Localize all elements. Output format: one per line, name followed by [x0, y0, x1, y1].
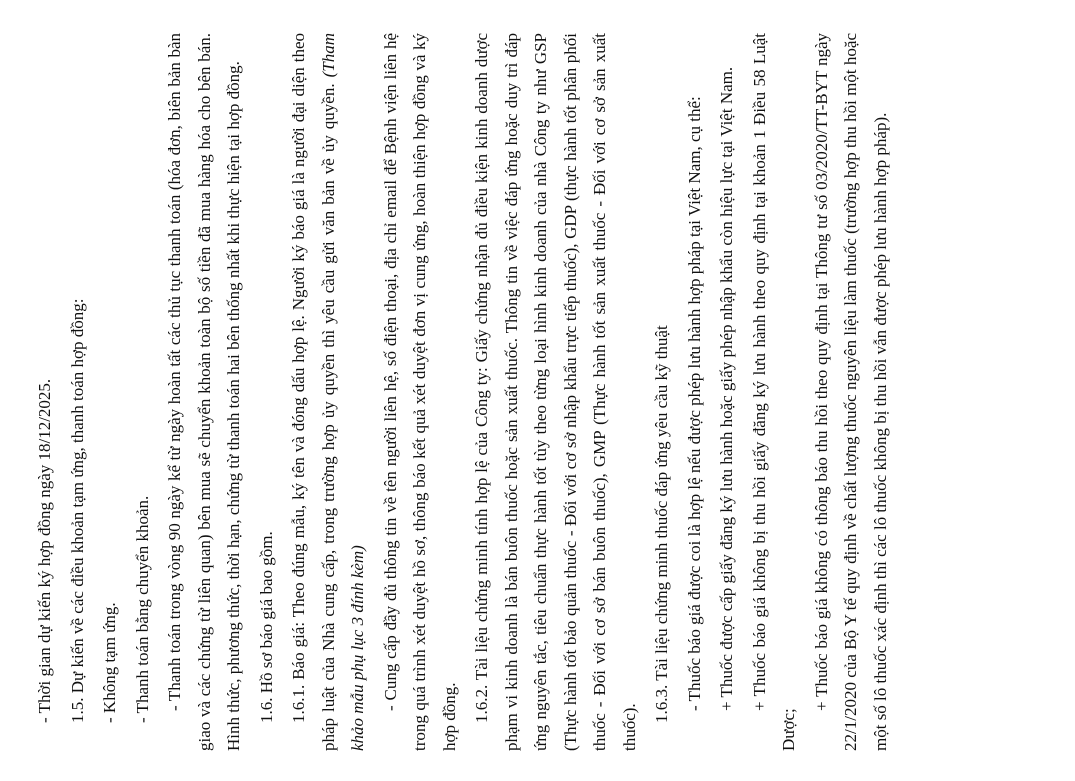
- paragraph-valid-quote: - Thuốc báo giá được coi là hợp lệ nếu được phép lưu hành hợp pháp tại Việt Nam, cụ thể:: [684, 96, 704, 711]
- paragraph-section-1-6-1-text: 1.6.1. Báo giá: Theo đúng mẫu, ký tên và đóng dấu hợp lệ. Người ký báo giá là người đại diện theo pháp luật của Nhà cung cấp, trong trường hợp ủy quyền thì yêu cầu gửi văn bản về ủy quyền.: [289, 33, 338, 751]
- paragraph-payment-terms: - Thanh toán trong vòng 90 ngày kể từ ngày hoàn tất các thủ tục thanh toán (hóa đơn, biên bản bàn giao và các chứng từ liên quan) bên mua sẽ chuyển khoản toàn bộ số tiền đã mua hàng hóa cho bên bán. Hình thức, phương thức, thời hạn, chứng từ thanh toán hai bên thống nhất khi thực hiện tại hợp đồng.: [165, 33, 243, 751]
- paragraph-section-1-6-1: [284, 33, 373, 751]
- paragraph-section-1-6-2: 1.6.2. Tài liệu chứng minh tính hợp lệ của Công ty: Giấy chứng nhận đủ điều kiện kinh doanh dược phạm vi kinh doanh là bán buôn thuốc hoặc sản xuất thuốc. Thông tin về việc đáp ứng hoặc duy trì đáp ứng nguyên tắc, tiêu chuẩn thực hành tốt tùy theo từng loại hình kinh doanh của nhà Công ty như GSP (Thực hành tốt bảo quản thuốc - Đối với cơ sở nhập khẩu trực tiếp thuốc), GDP (thực hành tốt phân phối thuốc - Đối với cơ sở bán buôn thuốc), GMP (Thực hành tốt sản xuất thuốc - Đối với cơ sở sản xuất thuốc).: [472, 33, 639, 751]
- paragraph-transfer-payment: - Thanh toán bằng chuyển khoản.: [132, 495, 152, 723]
- paragraph-not-revoked: + Thuốc báo giá không bị thu hồi giấy đăng ký lưu hành theo quy định tại khoản 1 Điều 58 Luật Dược;: [749, 33, 798, 751]
- paragraph-section-1-6: 1.6. Hồ sơ báo giá bao gồm.: [256, 531, 276, 723]
- paragraph-contact-info: - Cung cấp đầy đủ thông tin về tên người liên hệ, số điện thoại, địa chỉ email để Bệnh viện liên hệ trong quá trình xét duyệt hồ sơ, thông báo kết quả xét duyệt đơn vị cung ứng, hoàn thiện hợp đồng và ký hợp đồng.: [380, 33, 459, 751]
- paragraph-section-1-6-3: 1.6.3. Tài liệu chứng minh thuốc đáp ứng yêu cầu kỹ thuật: [652, 325, 671, 723]
- document-body: [30, 33, 898, 751]
- paragraph-no-advance: - Không tạm ứng.: [100, 602, 119, 723]
- paragraph-section-1-6-1-italic-note: (Tham khảo mẫu phụ lục 3 đính kèm): [318, 33, 367, 751]
- paragraph-registration: + Thuốc được cấp giấy đăng ký lưu hành hoặc giấy phép nhập khẩu còn hiệu lực tại Việt Nam.: [717, 66, 736, 711]
- paragraph-section-1-5: 1.5. Dự kiến về các điều khoản tạm ứng, thanh toán hợp đồng:: [67, 298, 87, 723]
- paragraph-no-recall: + Thuốc báo giá không có thông báo thu hồi theo quy định tại Thông tư số 03/2020/TT-BYT ngày 22/1/2020 của Bộ Y tế quy định về chất lượng thuốc nguyên liệu làm thuốc (trường hợp thu hồi một hoặc một số lô thuốc xác định thì các lô thuốc không bị thu hồi vẫn được phép lưu hành hợp pháp).: [811, 33, 890, 751]
- paragraph-signing-date: - Thời gian dự kiến ký hợp đồng ngày 18/12/2025.: [35, 378, 54, 723]
